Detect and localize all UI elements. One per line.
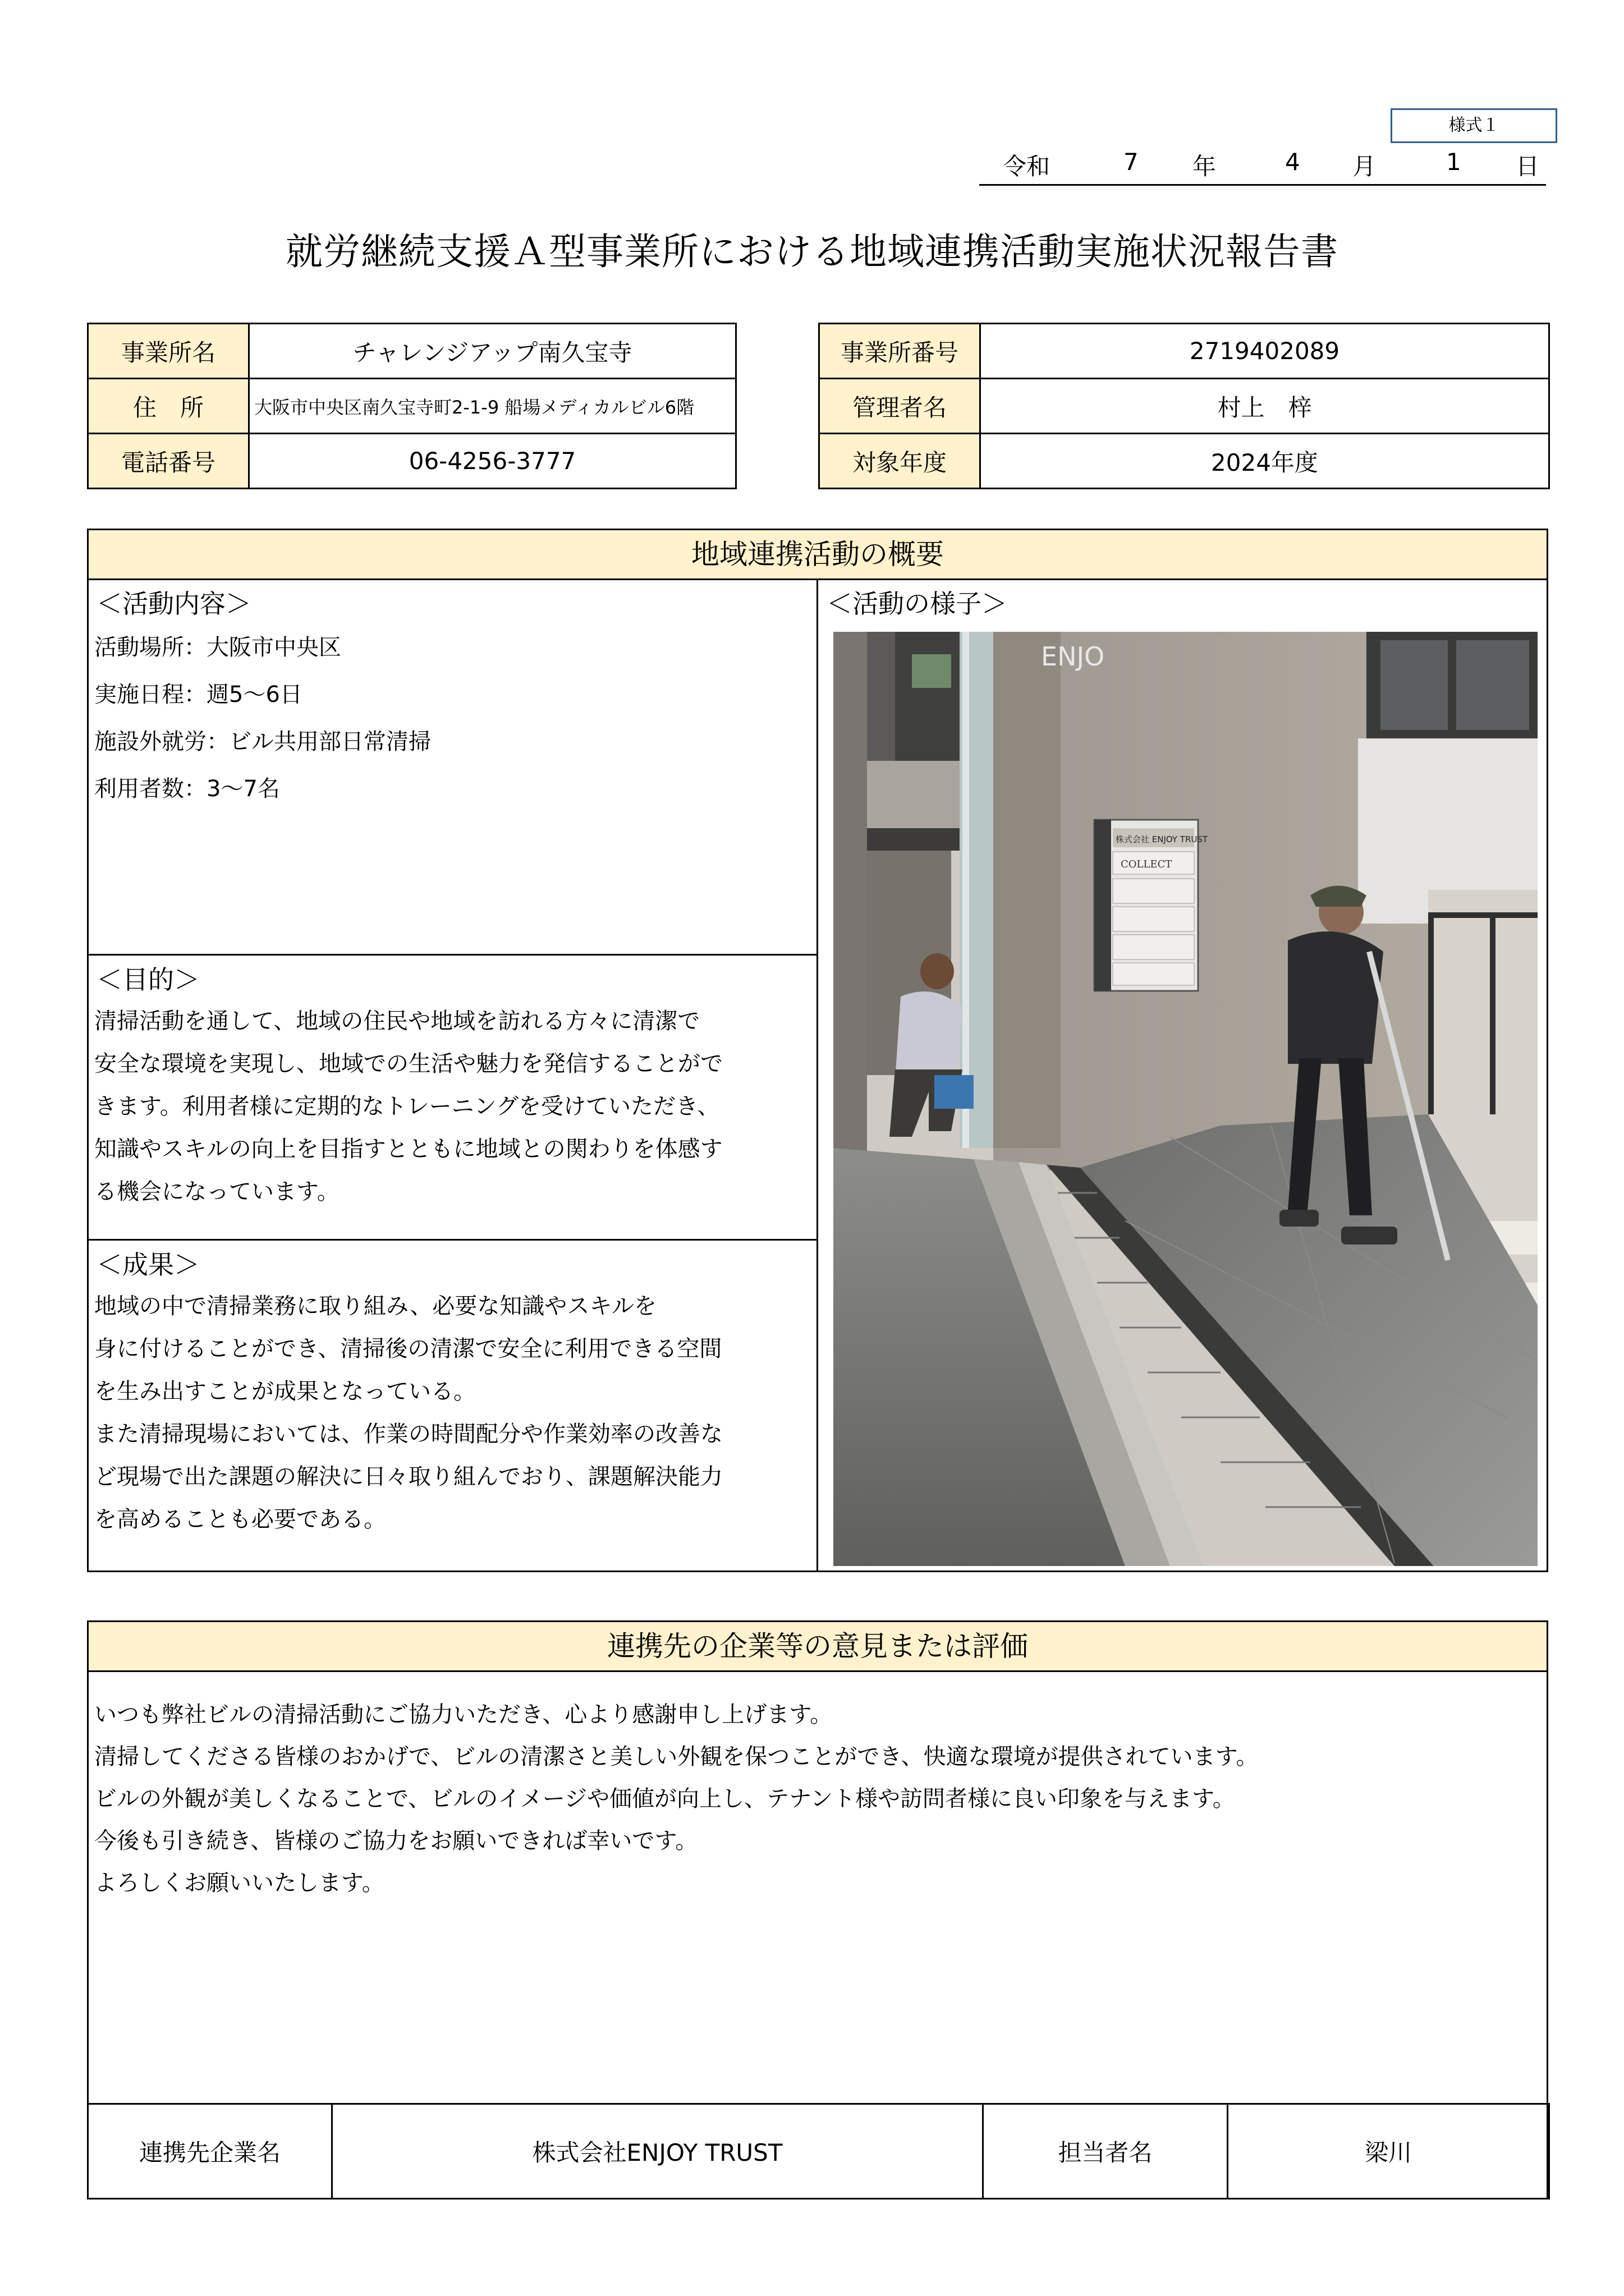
fiscal-year-label: 対象年度 [819,434,980,489]
activity-line: 施設外就労：ビル共用部日常清掃 [94,729,431,755]
date-month: 4 [1285,148,1300,176]
address-value: 大阪市中央区南久宝寺町2-1-9 船場メディカルビル6階 [249,379,736,434]
divider-purpose [89,954,816,956]
date-year-unit: 年 [1192,153,1217,180]
purpose-title: ＜目的＞ [97,965,200,995]
management-info-table [818,323,1550,489]
result-line: ど現場で出た課題の解決に日々取り組んでおり、課題解決能力 [94,1464,723,1490]
result-line: また清掃現場においては、作業の時間配分や作業効率の改善な [94,1421,723,1447]
page-title: 就労継続支援Ａ型事業所における地域連携活動実施状況報告書 [286,230,1338,273]
contact-person-label: 担当者名 [983,2104,1228,2199]
facility-number-label: 事業所番号 [819,324,980,379]
facility-number-value: 2719402089 [980,324,1549,379]
divider-result [89,1239,816,1241]
svg-text:ENJO: ENJO [1041,641,1105,672]
partner-evaluation-section [87,1620,1548,2199]
activity-line: 活動場所：大阪市中央区 [94,635,341,660]
result-line: 地域の中で清掃業務に取り組み、必要な知識やスキルを [94,1293,657,1319]
report-date [979,144,1546,186]
evaluation-line: ビルの外観が美しくなることで、ビルのイメージや価値が向上し、テナント様や訪問者様に良い印象を与えます。 [94,1786,1235,1812]
result-title: ＜成果＞ [97,1250,200,1280]
result-line: を生み出すことが成果となっている。 [94,1379,476,1404]
facility-name-value: チャレンジアップ南久宝寺 [249,324,736,379]
phone-value: 06-4256-3777 [249,434,736,489]
purpose-line: 知識やスキルの向上を目指すとともに地域との関わりを体感す [94,1136,723,1162]
date-era: 令和 [1003,153,1050,180]
purpose-line: きます。利用者様に定期的なトレーニングを受けていただき、 [94,1094,720,1119]
partner-company-label: 連携先企業名 [88,2104,332,2199]
date-day: 1 [1446,148,1461,176]
phone-label: 電話番号 [88,434,249,489]
activity-line: 実施日程：週5～6日 [94,682,302,708]
activity-content-title: ＜活動内容＞ [97,589,251,619]
partner-company-value: 株式会社ENJOY TRUST [332,2104,983,2199]
date-day-unit: 日 [1516,153,1540,180]
purpose-line: る機会になっています。 [94,1179,340,1205]
result-line: を高めることも必要である。 [94,1507,386,1532]
activity-line: 利用者数：3～7名 [94,776,280,802]
result-line: 身に付けることができ、清掃後の清潔で安全に利用できる空間 [94,1336,722,1362]
contact-person-value: 梁川 [1228,2104,1549,2199]
form-number-stamp: 様式１ [1391,108,1557,143]
purpose-line: 清掃活動を通して、地域の住民や地域を訪れる方々に清潔で [94,1008,700,1034]
overview-header: 地域連携活動の概要 [89,530,1547,580]
sign-floor2: COLLECT [1121,858,1172,870]
facility-info-table [87,323,737,489]
partner-footer-table [87,2103,1550,2199]
address-label: 住 所 [88,379,249,434]
evaluation-line: 清掃してくださる皆様のおかげで、ビルの清潔さと美しい外観を保つことができ、快適な環境が提供されています。 [94,1744,1259,1770]
overview-column-divider [816,578,818,1571]
evaluation-header: 連携先の企業等の意見または評価 [89,1622,1547,1672]
evaluation-line: 今後も引き続き、皆様のご協力をお願いできれば幸いです。 [94,1828,698,1854]
manager-value: 村上 梓 [980,379,1549,434]
manager-label: 管理者名 [819,379,980,434]
date-month-unit: 月 [1352,153,1377,180]
photo-title: ＜活動の様子＞ [827,589,1007,619]
purpose-line: 安全な環境を実現し、地域での生活や魅力を発信することがで [94,1051,723,1077]
activity-overview-section [87,529,1548,1572]
evaluation-line: よろしくお願いいたします。 [94,1870,384,1896]
activity-photo [833,632,1538,1566]
date-year: 7 [1123,148,1139,176]
evaluation-line: いつも弊社ビルの清掃活動にご協力いただき、心より感謝申し上げます。 [94,1702,833,1728]
sign-company: 株式会社 ENJOY TRUST [1116,834,1208,844]
facility-name-label: 事業所名 [88,324,249,379]
fiscal-year-value: 2024年度 [980,434,1549,489]
